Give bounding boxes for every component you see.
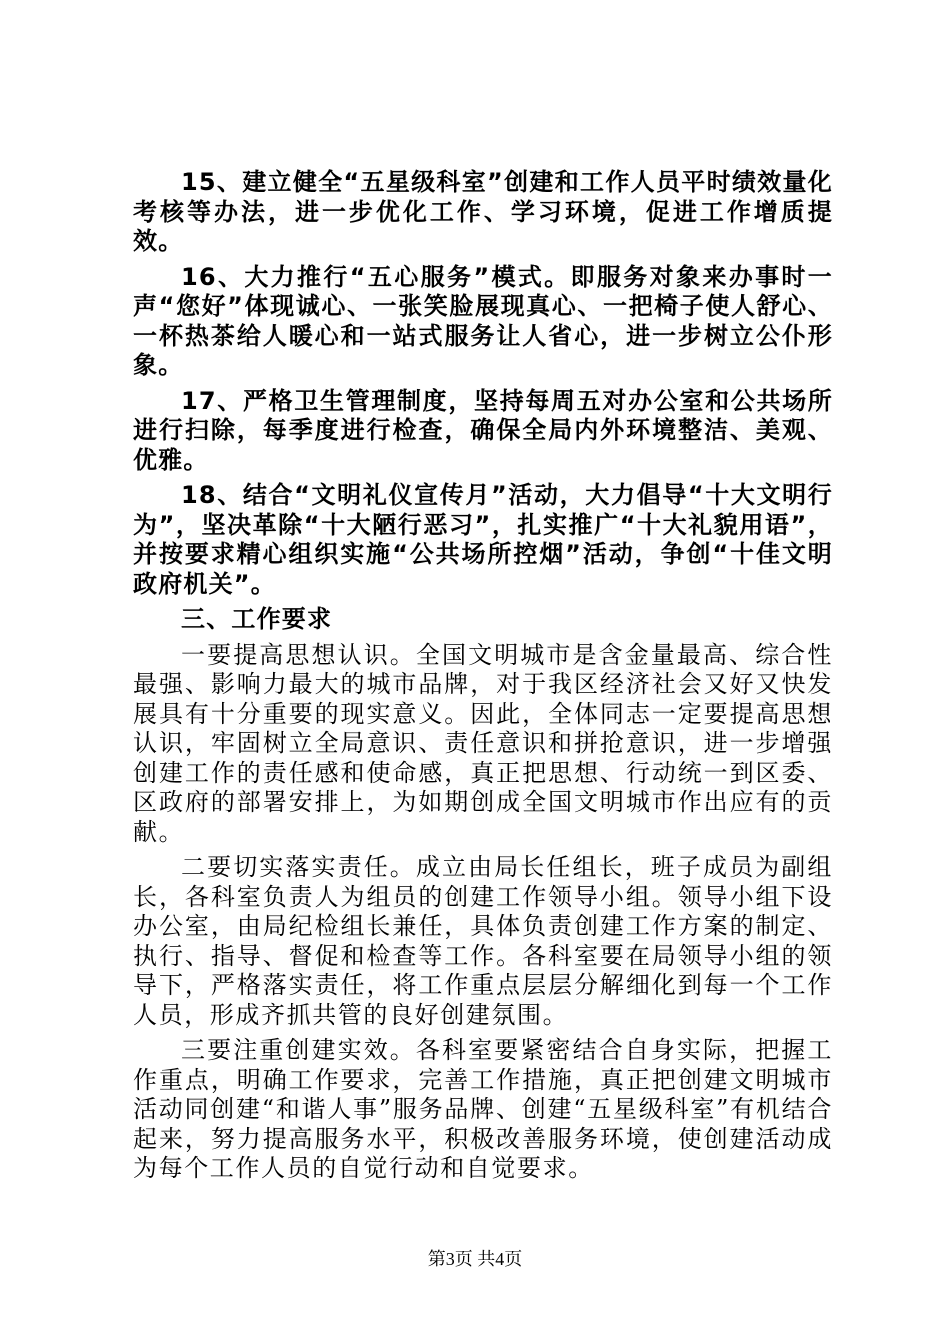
- paragraph-item-16: 16、大力推行“五心服务”模式。即服务对象来办事时一声“您好”体现诚心、一张笑脸展现真心、一把椅子使人舒心、一杯热茶给人暖心和一站式服务让人省心，进一步树立公仆形象。: [133, 262, 833, 379]
- paragraph-requirement-2: 二要切实落实责任。成立由局长任组长，班子成员为副组长，各科室负责人为组员的创建工作领导小组。领导小组下设办公室，由局纪检组长兼任，具体负责创建工作方案的制定、执行、指导、督促和检查等工作。各科室要在局领导小组的领导下，严格落实责任，将工作重点层层分解细化到每一个工作人员，形成齐抓共管的良好创建氛围。: [133, 853, 833, 1029]
- page-footer: 第3页 共4页: [427, 1249, 523, 1269]
- paragraph-item-17: 17、严格卫生管理制度，坚持每周五对办公室和公共场所进行扫除，每季度进行检查，确保全局内外环境整洁、美观、优雅。: [133, 386, 833, 474]
- paragraph-requirement-1: 一要提高思想认识。全国文明城市是含金量最高、综合性最强、影响力最大的城市品牌，对于我区经济社会又好又快发展具有十分重要的现实意义。因此，全体同志一定要提高思想认识，牢固树立全局意识、责任意识和拼抢意识，进一步增强创建工作的责任感和使命感，真正把思想、行动统一到区委、区政府的部署安排上，为如期创成全国文明城市作出应有的贡献。: [133, 640, 833, 846]
- paragraph-requirement-3: 三要注重创建实效。各科室要紧密结合自身实际，把握工作重点，明确工作要求，完善工作措施，真正把创建文明城市活动同创建“和谐人事”服务品牌、创建“五星级科室”有机结合起来，努力提高服务水平，积极改善服务环境，使创建活动成为每个工作人员的自觉行动和自觉要求。: [133, 1036, 833, 1182]
- paragraph-item-18: 18、结合“文明礼仪宣传月”活动，大力倡导“十大文明行为”，坚决革除“十大陋行恶习”，扎实推广“十大礼貌用语”，并按要求精心组织实施“公共场所控烟”活动，争创“十佳文明政府机关”。: [133, 481, 833, 598]
- paragraph-item-15: 15、建立健全“五星级科室”创建和工作人员平时绩效量化考核等办法，进一步优化工作、学习环境，促进工作增质提效。: [133, 168, 833, 255]
- document-body: [133, 168, 833, 1184]
- section-heading: 三、工作要求: [181, 605, 333, 633]
